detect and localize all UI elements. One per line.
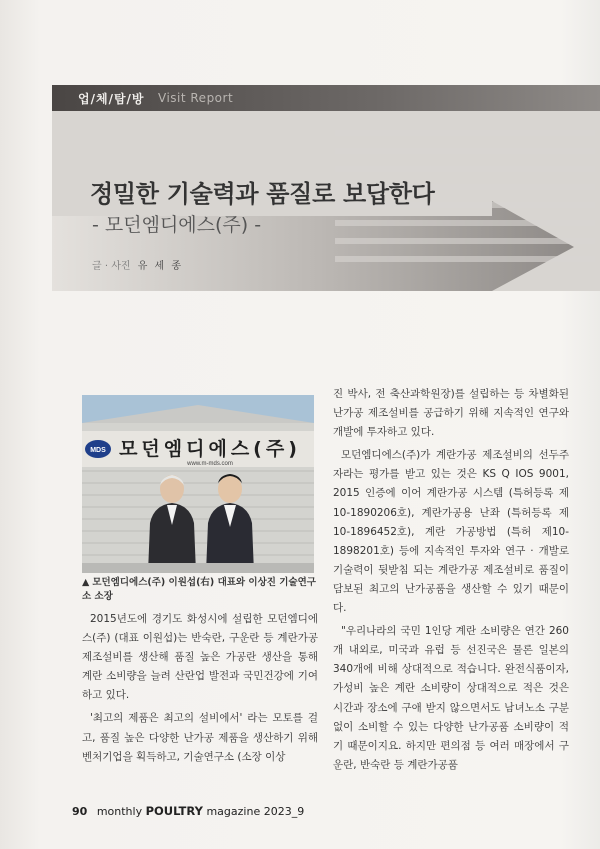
magazine-name: POULTRY [145, 804, 203, 818]
left-column [82, 610, 318, 771]
photo-illustration [82, 395, 314, 573]
page-footer [72, 804, 304, 818]
byline-label: 글 · 사진 [92, 261, 131, 272]
byline-author: 유 세 종 [137, 261, 184, 272]
photo-caption [82, 576, 318, 604]
magazine-suffix: magazine 2023_9 [206, 805, 305, 818]
paragraph: '최고의 제품은 최고의 설비에서' 라는 모토를 걸고, 품질 높은 다양한 난가공 제품을 생산하기 위해 벤처기업을 획득하고, 기술연구소 (소장 이상 [82, 712, 318, 763]
sign-logo-text: MDS [90, 447, 106, 454]
section-korean-label: 업/체/탐/방 [78, 92, 145, 106]
section-english-label: Visit Report [158, 91, 234, 105]
sign-company-name: 모던엠디에스(주) [119, 438, 301, 460]
right-column [333, 385, 569, 779]
page-number: 90 [72, 805, 88, 818]
sign-url: www.m-mds.com [187, 461, 233, 467]
byline [92, 257, 183, 272]
article-subtitle: - 모던엠디에스(주) - [92, 214, 262, 236]
paragraph: 모던엠디에스(주)가 계란가공 제조설비의 선두주자라는 평가를 받고 있는 것은 KS Q IOS 9001, 2015 인증에 이어 계란가공 시스템 (특허등록 제10-1890206호), 계란가공용 난좌 (특허등록 제10-1896452호), 계란 가공방법 (특허 제10-1898201호) 등에 지속적인 투자와 연구 · 개발로 기술력이 뒷받침 되는 계란가공 제조설비로 품질이 담보된 최고의 난가공품을 생산할 수 있기 때문이다. [333, 449, 569, 615]
paragraph: 2015년도에 경기도 화성시에 설립한 모던엠디에스(주) (대표 이원섭)는 반숙란, 구운란 등 계란가공 제조설비를 생산해 품질 높은 가공란 생산을 통해 계란 소비량을 늘려 산란업 발전과 국민건강에 기여하고 있다. [82, 613, 318, 702]
paragraph: "우리나라의 국민 1인당 계란 소비량은 연간 260개 내외로, 미국과 유럽 등 선진국은 물론 일본의 340개에 비해 상대적으로 적습니다. 완전식품이자, 가성비 높은 계란 소비량이 상대적으로 적은 것은 시간과 장소에 구애 받지 않으면서도 남녀노소 구분 없이 소비할 수 있는 다양한 난가공품 소비량이 적기 때문이지요. 하지만 편의점 등 여러 매장에서 구운란, 반숙란 등 계란가공품 [333, 625, 569, 771]
article-title: 정밀한 기술력과 품질로 보답한다 [90, 180, 435, 208]
article-photo [82, 395, 314, 573]
paragraph: 진 박사, 전 축산과학원장)를 설립하는 등 차별화된 난가공 제조설비를 공급하기 위해 지속적인 연구와 개발에 투자하고 있다. [333, 388, 569, 439]
caption-text: 모던엠디에스(주) 이원섭(右) 대표와 이상진 기술연구소 소장 [82, 577, 316, 602]
caption-triangle-icon: ▲ [82, 577, 90, 588]
magazine-prefix: monthly [96, 805, 143, 818]
